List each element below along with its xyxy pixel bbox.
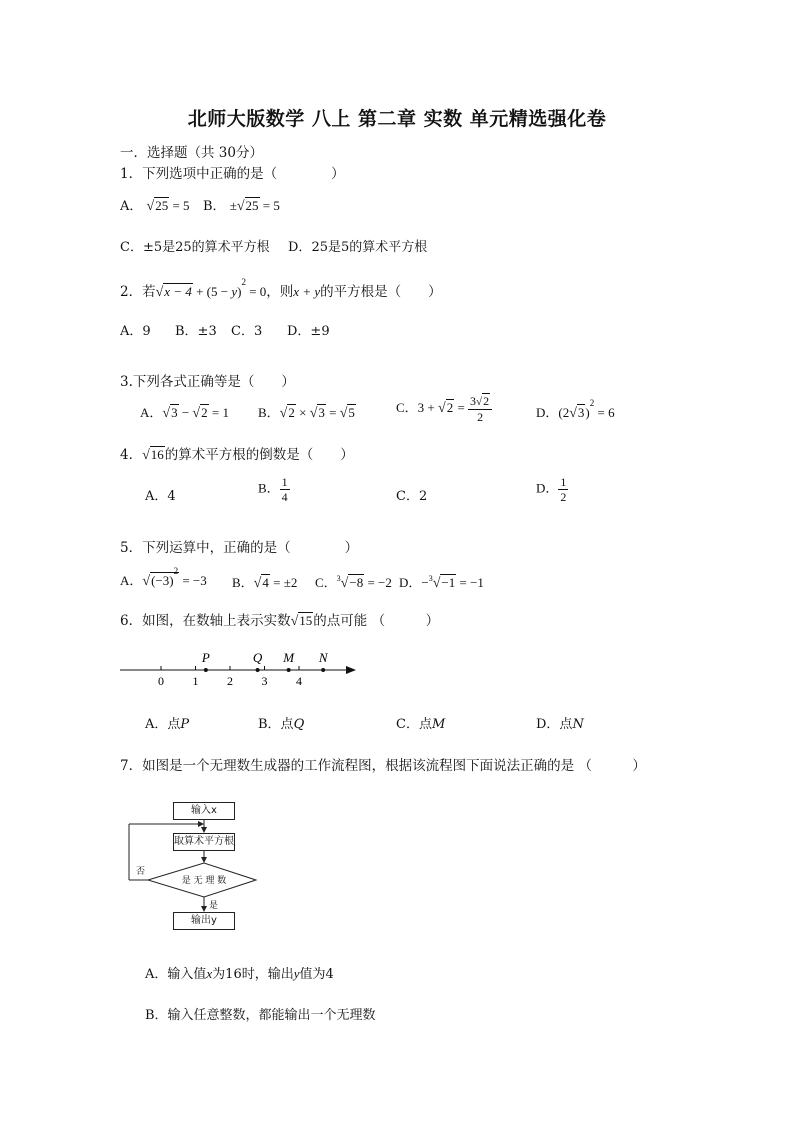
q1-option-c[interactable]: C．±5是25的算术平方根 (120, 240, 270, 255)
q5-option-d[interactable]: D．−$^3$√−1 = −1 (399, 574, 484, 591)
section-heading: 一．选择题（共 30分） (120, 145, 263, 161)
q5-option-c[interactable]: C．$^3$√−8 = −2 (315, 574, 392, 591)
q6-option-d[interactable]: D．点N (536, 717, 584, 732)
q4-option-a[interactable]: A．4 (145, 489, 176, 504)
q1-option-a-label: A． (120, 199, 143, 214)
q3-option-c[interactable]: C．3 + √2 = $\frac{3√2}{2}$ (396, 394, 492, 424)
q3-option-b[interactable]: B．√2 × √3 = √5 (258, 405, 355, 421)
q6-option-b[interactable]: B．点Q (258, 717, 305, 732)
flow-step-box: 取算术平方根 (173, 833, 235, 851)
q5-option-b[interactable]: B．√4 = ±2 (232, 575, 298, 591)
q6-option-c[interactable]: C．点M (396, 717, 446, 732)
q2-option-b[interactable]: B．±3 (175, 324, 217, 339)
q1-option-a[interactable] (120, 195, 190, 215)
q1-option-b-label: B． (203, 199, 226, 214)
q3-option-a[interactable]: A．√3 − √2 = 1 (140, 405, 229, 421)
question-5-stem: 5．下列运算中，正确的是（ ） (120, 540, 359, 556)
axis-tick-label-4: 4 (296, 674, 302, 688)
q2-option-c[interactable]: C．3 (231, 324, 263, 339)
q4-option-c[interactable]: C．2 (396, 489, 428, 504)
point-label-P: P (201, 650, 210, 665)
question-2-stem: 2．若$√x - 4 + (5 - y)^2 = 0$，则x + y的平方根是（ ） (120, 276, 442, 300)
point-label-Q: Q (252, 650, 263, 665)
axis-tick-label-0: 0 (158, 674, 164, 688)
q6-option-a[interactable]: A．点P (145, 717, 190, 732)
question-4-stem: 4．√16的算术平方根的倒数是（ ） (120, 447, 354, 463)
q5-option-a[interactable]: A．$√(-3)^2 = -3$ (120, 565, 207, 589)
flow-decision-label: 是 无 理 数 (181, 876, 227, 886)
flow-no-label: 否 (136, 867, 146, 877)
number-line-figure (116, 646, 366, 690)
question-7-stem: 7．如图是一个无理数生成器的工作流程图，根据该流程图下面说法正确的是 （ ） (120, 758, 646, 774)
flowchart (125, 798, 265, 933)
q2-equation: $√x - 4 + (5 - y)^2 = 0$ (155, 276, 267, 300)
q3-option-d[interactable]: D．$(2√3)^2 = 6$ (536, 397, 615, 421)
axis-tick-label-2: 2 (227, 674, 233, 688)
point-label-M: M (283, 650, 295, 665)
q1-option-b[interactable] (203, 195, 280, 215)
axis-tick-label-1: 1 (192, 674, 199, 688)
flow-yes-label: 是 (209, 901, 219, 911)
q4-option-b[interactable]: B． $\frac{1}{4}$ (258, 475, 288, 504)
q2-option-a[interactable]: A．9 (120, 324, 151, 339)
page-title: 北师大版数学 八上 第二章 实数 单元精选强化卷 (187, 108, 607, 130)
point-M (287, 668, 291, 672)
question-1-stem: 1．下列选项中正确的是（ ） (120, 166, 345, 182)
q7-option-b[interactable]: B．输入任意整数，都能输出一个无理数 (145, 1008, 376, 1023)
q7-option-a[interactable]: A．输入值x为16时，输出y值为4 (145, 966, 334, 982)
number-line-arrow (346, 666, 356, 674)
point-label-N: N (318, 650, 328, 665)
flow-output-box: 输出y (173, 912, 235, 930)
question-3-stem: 3.下列各式正确等是（ ） (120, 374, 295, 390)
axis-tick-label-3: 3 (261, 674, 268, 688)
flow-input-box: 输入x (173, 802, 235, 820)
q2-variable: x + y (293, 284, 321, 299)
question-6-stem: 6．如图，在数轴上表示实数√15的点可能 （ ） (120, 613, 440, 629)
q4-option-d[interactable]: D． $\frac{1}{2}$ (536, 475, 567, 504)
point-P (204, 668, 208, 672)
q2-option-d[interactable]: D．±9 (287, 324, 330, 339)
q1-option-d[interactable]: D．25是5的算术平方根 (288, 240, 428, 255)
q1-option-b-expr: ±√25 = 5 (229, 198, 280, 214)
point-Q (256, 668, 260, 672)
q1-option-a-expr: √25 = 5 (146, 198, 190, 214)
point-N (321, 668, 325, 672)
